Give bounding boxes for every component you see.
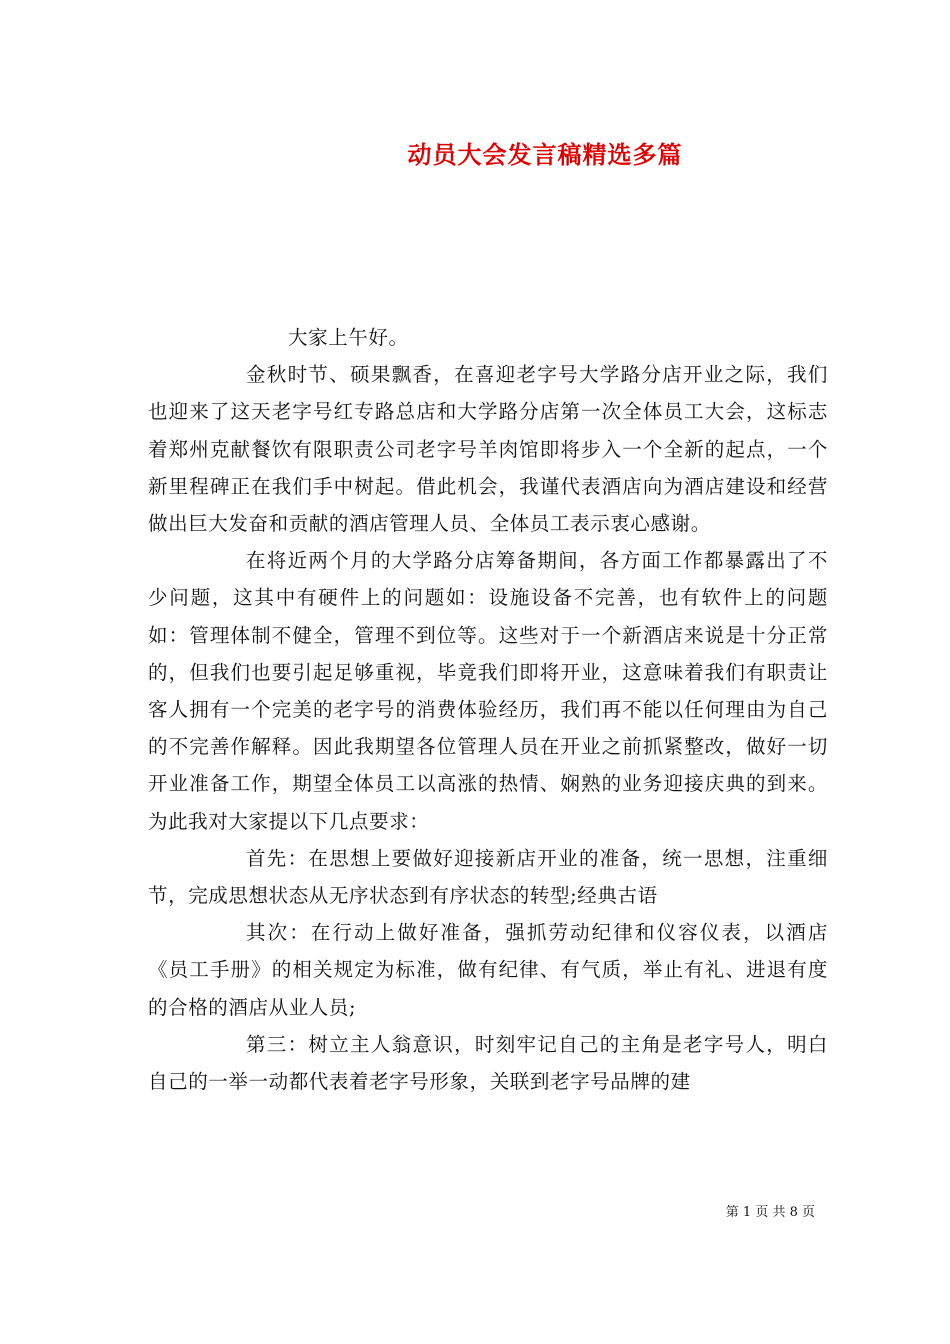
paragraph-greeting: 大家上午好。 xyxy=(288,326,409,349)
paragraph-problems: 在将近两个月的大学路分店筹备期间，各方面工作都暴露出了不少问题，这其中有硬件上的问题如：设施设备不完善，也有软件上的问题如：管理体制不健全，管理不到位等。这些对于一个新酒店来说是十分正常的，但我们也要引起足够重视，毕竟我们即将开业，这意味着我们有职责让客人拥有一个完美的老字号的消费体验经历，我们再不能以任何理由为自己的不完善作解释。因此我期望各位管理人员在开业之前抓紧整改，做好一切开业准备工作，期望全体员工以高涨的热情、娴熟的业务迎接庆典的到来。为此我对大家提以下几点要求： xyxy=(148,549,828,833)
paragraph-second-requirement: 其次：在行动上做好准备，强抓劳动纪律和仪容仪表，以酒店《员工手册》的相关规定为标准，做有纪律、有气质，举止有礼、进退有度的合格的酒店从业人员; xyxy=(148,921,828,1019)
paragraph-opening: 金秋时节、硕果飘香，在喜迎老字号大学路分店开业之际，我们也迎来了这天老字号红专路总店和大学路分店第一次全体员工大会，这标志着郑州克献餐饮有限职责公司老字号羊肉馆即将步入一个全新的起点，一个新里程碑正在我们手中树起。借此机会，我谨代表酒店向为酒店建设和经营做出巨大发奋和贡献的酒店管理人员、全体员工表示衷心感谢。 xyxy=(148,363,828,536)
document-title: 动员大会发言稿精选多篇 xyxy=(407,141,683,169)
page-number-footer: 第 1 页 共 8 页 xyxy=(725,1205,815,1220)
paragraph-first-requirement: 首先：在思想上要做好迎接新店开业的准备，统一思想，注重细节，完成思想状态从无序状态到有序状态的转型;经典古语 xyxy=(148,846,828,908)
document-body xyxy=(148,319,828,1100)
paragraph-third-requirement: 第三：树立主人翁意识，时刻牢记自己的主角是老字号人，明白自己的一举一动都代表着老字号形象，关联到老字号品牌的建 xyxy=(148,1032,828,1094)
